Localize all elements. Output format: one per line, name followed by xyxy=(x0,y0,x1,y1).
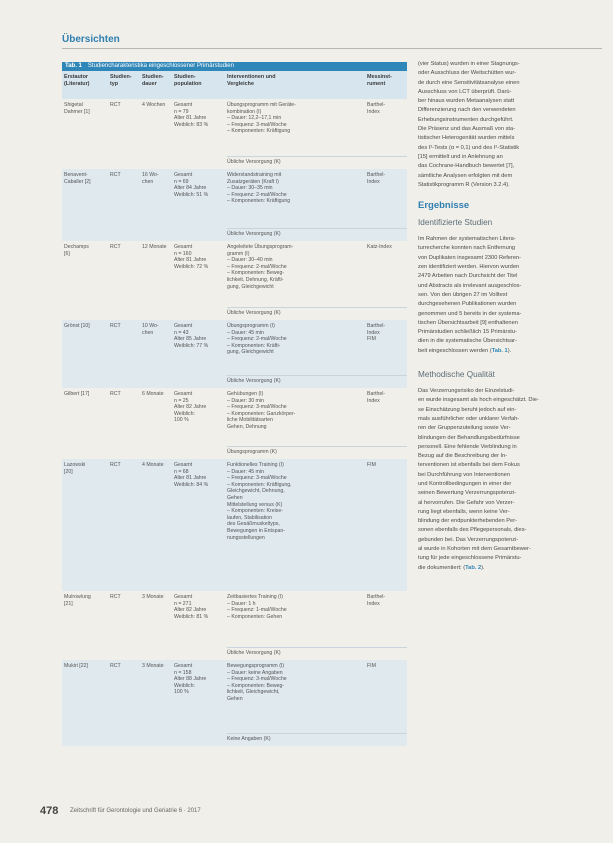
methodological-quality-paragraph xyxy=(418,387,603,573)
cell-line: Weiblich: 81 % xyxy=(174,613,209,620)
table-cell xyxy=(110,323,140,330)
text-line: von Duplikaten insgesamt 2300 Referen- xyxy=(418,254,522,261)
cell-line: Funktionelles Training (I) xyxy=(227,462,284,468)
cell-line: – Komponenten: Kräftigung, xyxy=(227,481,292,488)
table-cell xyxy=(227,663,359,703)
cell-line: – Dauer: 45 min xyxy=(227,329,264,336)
cell-line: lichkeit, Gleichgewicht, xyxy=(227,689,280,696)
table-cell xyxy=(367,102,407,115)
column-header-line: (Literatur) xyxy=(64,81,90,87)
column-header-line: Studien- xyxy=(142,74,164,80)
cell-line: – Frequenz: 2-mal/Woche xyxy=(227,191,287,198)
cell-line: 100 % xyxy=(174,417,189,424)
cell-line: chen xyxy=(142,329,154,336)
cell-line: – Frequenz: 3-mal/Woche xyxy=(227,121,287,128)
cell-line: kombination (I) xyxy=(227,108,262,115)
column-header-line: dauer xyxy=(142,81,157,87)
cell-line: 4 Wochen xyxy=(142,102,166,108)
control-condition: Übliche Versorgung (K) xyxy=(227,159,281,165)
table-cell xyxy=(367,244,407,251)
text-line: Bezug auf die Beschreibung der In- xyxy=(418,453,508,460)
cell-line: [21] xyxy=(64,600,73,607)
cell-line: Alter 81 Jahre xyxy=(174,115,207,122)
header-divider xyxy=(62,48,602,49)
table-row xyxy=(62,388,407,459)
intro-paragraph xyxy=(418,60,603,190)
identified-studies-heading: Identifizierte Studien xyxy=(418,218,493,228)
text-line: und Abstracts als irrelevant ausgeschlos- xyxy=(418,282,522,289)
text-line: gebunden bei. Das Verzerrungspotenzi- xyxy=(418,536,519,543)
table-cell xyxy=(110,663,140,670)
text-line: das Cochrane-Handbuch bewertet [7], xyxy=(418,163,515,170)
table-row xyxy=(62,99,407,169)
table-cell xyxy=(64,244,110,257)
column-header xyxy=(110,74,132,88)
text-line: seinen Bewertung Verzerrungspotenzi- xyxy=(418,490,517,497)
table-reference: Tab. 1 xyxy=(491,347,508,354)
text-line: al wurde in Kohorten mit dem Gesamtbewer- xyxy=(418,546,531,553)
text-line: tung für jede eingeschlossene Primärstu- xyxy=(418,555,522,562)
table-body xyxy=(62,99,407,746)
cell-line: Barthel- xyxy=(367,391,386,397)
methodological-quality-heading: Methodische Qualität xyxy=(418,370,495,380)
text-line: (vier Status) wurden in einer Stagnungs- xyxy=(418,61,520,67)
cell-line: – Komponenten: Ganzkörper- xyxy=(227,410,296,417)
table-cell xyxy=(367,391,407,404)
cell-line: RCT xyxy=(110,663,121,669)
text-line: [15] ermittelt und in Anlehnung an xyxy=(418,153,503,160)
cell-line: Gesamt xyxy=(174,462,193,468)
cell-line: [6] xyxy=(64,250,70,257)
table-row xyxy=(62,320,407,388)
table-cell xyxy=(142,663,172,670)
cell-line: Gesamt xyxy=(174,102,193,108)
cell-line: Gehen, Dehnung xyxy=(227,423,267,430)
cell-line: RCT xyxy=(110,594,121,600)
table-cell xyxy=(227,244,359,290)
results-heading: Ergebnisse xyxy=(418,200,470,212)
table-cell xyxy=(367,172,407,185)
table-cell xyxy=(64,462,110,475)
cell-line: Zeitbasiertes Training (I) xyxy=(227,594,283,600)
cell-line: – Dauer: 30–35 min xyxy=(227,185,273,192)
cell-line: Weiblich: xyxy=(174,410,195,417)
cell-line: Barthel- xyxy=(367,323,386,329)
text-line: 2479 Arbeiten nach Durchsicht der Titel xyxy=(418,273,518,280)
cell-line: – Frequenz: 3-mal/Woche xyxy=(227,475,287,482)
cell-line: Weiblich: xyxy=(174,682,195,689)
column-header-line: Studien- xyxy=(110,74,132,80)
cell-line: 3 Monate xyxy=(142,594,164,600)
cell-line: – Komponenten: Kreise- xyxy=(227,508,283,515)
column-header xyxy=(64,74,89,88)
cell-line: 10 Wo- xyxy=(142,323,159,329)
text-line: Erhebungsinstrumenten durchgeführt. xyxy=(418,116,514,123)
table-cell xyxy=(227,462,359,541)
text-line: zen identifiziert werden. Hiervon wurden xyxy=(418,264,520,271)
table-cell xyxy=(110,244,140,251)
cell-line: – Komponenten: Kräftigung xyxy=(227,198,291,205)
cell-line: laufen, Stabilisation xyxy=(227,514,272,521)
cell-line: – Dauer: 30 min xyxy=(227,397,264,404)
text-line: Primärstudien schließlich 15 Primärstu- xyxy=(418,329,517,336)
table-label: Tab. 1 xyxy=(65,63,82,69)
table-cell xyxy=(142,323,172,336)
cell-line: Lazowski xyxy=(64,462,86,468)
table-row xyxy=(62,459,407,591)
cell-line: Alter 81 Jahre xyxy=(174,257,207,264)
cell-line: Index xyxy=(367,329,380,336)
text-line: dien in die systematische Übersichtsar- xyxy=(418,338,517,345)
cell-line: 3 Monate xyxy=(142,663,164,669)
cell-line: Dechamps xyxy=(64,244,89,250)
column-header xyxy=(142,74,164,88)
cell-line: n = 69 xyxy=(174,178,189,185)
cell-line: 6 Monate xyxy=(142,391,164,397)
cell-line: n = 158 xyxy=(174,669,192,676)
column-header xyxy=(174,74,202,88)
column-header-line: population xyxy=(174,81,202,87)
cell-line: gung, Gleichgewicht xyxy=(227,283,274,290)
table-cell xyxy=(174,172,222,198)
text-line: personell. Eine fehlende Verblindung in xyxy=(418,443,517,450)
text-line: und Kontrollbedingungen in einer der xyxy=(418,480,512,487)
cell-line: Widerstandstraining mit xyxy=(227,172,282,178)
text-line: al hervorrufen. Die Gefahr von Verzer- xyxy=(418,499,515,506)
cell-line: RCT xyxy=(110,462,121,468)
cell-line: Bewegungsprogramm (I) xyxy=(227,663,285,669)
column-header xyxy=(227,74,276,88)
table-cell xyxy=(227,102,359,135)
cell-line: Index xyxy=(367,600,380,607)
cell-line: Gleichgewicht, Dehnung, xyxy=(227,488,285,495)
cell-line: Benavent- xyxy=(64,172,88,178)
cell-line: Grönst [10] xyxy=(64,323,90,329)
table-cell xyxy=(142,462,172,469)
cell-line: des Gesäßmuskeltyps, xyxy=(227,521,280,528)
column-header-line: Erstautor xyxy=(64,74,88,80)
cell-line: lichkeit, Dehnung, Kräfti- xyxy=(227,276,284,283)
table-title: Studiencharakteristika eingeschlossener Primärstudien xyxy=(87,63,234,69)
text-line: se Einschätzung beruht jedoch auf ein- xyxy=(418,406,517,413)
table-cell xyxy=(227,391,359,431)
cell-line: – Frequenz: 1-mal/Woche xyxy=(227,607,287,614)
cell-line: Gesamt xyxy=(174,594,193,600)
cell-line: Katz-Index xyxy=(367,244,392,250)
cell-line: Alter 88 Jahre xyxy=(174,676,207,683)
text-line: oder Ausschluss der Weitschütten wur- xyxy=(418,70,517,77)
table-cell xyxy=(367,594,407,607)
text-line: bei Durchführung von Interventionen xyxy=(418,471,511,478)
cell-line: n = 160 xyxy=(174,250,192,257)
cell-line: – Dauer: 1 h xyxy=(227,600,256,607)
table-title-bar xyxy=(62,62,407,71)
table-cell xyxy=(367,663,407,670)
cell-line: – Dauer: 12,2–17,1 min xyxy=(227,115,282,122)
cell-line: Caballer [2] xyxy=(64,178,91,185)
section-header: Übersichten xyxy=(62,34,120,45)
cell-line: Dahmer [1] xyxy=(64,108,90,115)
table-cell xyxy=(227,323,359,356)
cell-line: nungsstellungen xyxy=(227,534,265,541)
cell-line: Zusatzgeräten (Kraft I) xyxy=(227,178,279,185)
cell-line: Weiblich: 77 % xyxy=(174,342,209,349)
control-condition: Übliche Versorgung (K) xyxy=(227,650,281,656)
cell-line: n = 43 xyxy=(174,329,189,336)
table-cell xyxy=(142,102,172,109)
table-cell xyxy=(174,663,222,696)
cell-line: liche Mobilitätsarten xyxy=(227,417,273,424)
text-line: tischen Übersichtsarbeit [9] enthaltenen xyxy=(418,319,518,326)
cell-line: n = 25 xyxy=(174,397,189,404)
table-row xyxy=(62,241,407,320)
cell-line: Shigetal xyxy=(64,102,83,108)
control-condition: Übliche Versorgung (K) xyxy=(227,378,281,384)
cell-line: Gehübungen (I) xyxy=(227,391,264,397)
table-cell xyxy=(142,172,172,185)
text-line: terventionen ist ebenfalls bei dem Fokus xyxy=(418,462,520,469)
table-cell xyxy=(174,594,222,620)
text-line: turrecherche konnten nach Entfernung xyxy=(418,245,516,252)
cell-line: Angeleitete Übungsprogram- xyxy=(227,244,294,250)
cell-line: Mukiri [22] xyxy=(64,663,88,669)
table-cell xyxy=(227,594,359,620)
table-cell xyxy=(174,462,222,488)
text-line: Ausschluss von LCT überprüft. Darü- xyxy=(418,88,512,95)
table-cell xyxy=(110,102,140,109)
cell-line: Barthel- xyxy=(367,172,386,178)
table-cell xyxy=(64,323,110,330)
column-header xyxy=(367,74,392,88)
cell-line: 16 Wo- xyxy=(142,172,159,178)
cell-line: Bewegungen in Entspan- xyxy=(227,527,285,534)
text-line: Das Verzerrungsrisiko der Einzelstudi- xyxy=(418,388,515,395)
text-line: sämtliche Analysen erfolgten mit dem xyxy=(418,172,513,179)
table-cell xyxy=(64,663,110,670)
journal-footer: Zeitschrift für Gerontologie und Geriatrie 6 · 2017 xyxy=(70,808,201,814)
cell-line: Barthel- xyxy=(367,594,386,600)
cell-line: Weiblich: 72 % xyxy=(174,263,209,270)
cell-line: Alter 82 Jahre xyxy=(174,607,207,614)
cell-line: FIM xyxy=(367,462,376,468)
cell-line: 100 % xyxy=(174,689,189,696)
cell-line: Mittelstellung versus (K) xyxy=(227,501,283,508)
cell-line: Gesamt xyxy=(174,391,193,397)
table-header xyxy=(62,71,407,99)
cell-line: gramm (I) xyxy=(227,250,250,257)
table-cell xyxy=(64,102,110,115)
table-cell xyxy=(110,391,140,398)
table-cell xyxy=(142,244,172,251)
table-reference: Tab. 2 xyxy=(465,564,482,571)
table-cell xyxy=(174,102,222,128)
cell-line: – Dauer: 45 min xyxy=(227,468,264,475)
cell-line: Gehen xyxy=(227,494,243,501)
control-condition: Keine Angaben (K) xyxy=(227,736,271,742)
text-line: sen. Von den übrigen 27 im Volltext xyxy=(418,291,508,298)
cell-line: Gesamt xyxy=(174,172,193,178)
cell-line: Gilbert [17] xyxy=(64,391,90,397)
table-row xyxy=(62,660,407,746)
text-line: ber hinaus wurden Metaanalysen statt xyxy=(418,98,515,105)
table-row xyxy=(62,169,407,241)
text-line: rung liegt ebenfalls, wenn keine Ver- xyxy=(418,508,510,515)
text-line: en wurde insgesamt als hoch eingeschätzt. Die- xyxy=(418,397,539,404)
cell-line: RCT xyxy=(110,172,121,178)
cell-line: 4 Monate xyxy=(142,462,164,468)
cell-line: [20] xyxy=(64,468,73,475)
control-condition: Übliche Versorgung (K) xyxy=(227,231,281,237)
cell-line: – Dauer: 30–40 min xyxy=(227,257,273,264)
cell-line: FIM xyxy=(367,336,376,343)
column-header-line: Interventionen und xyxy=(227,74,276,80)
column-header-line: Vergleiche xyxy=(227,81,254,87)
cell-line: Barthel- xyxy=(367,102,386,108)
table-cell xyxy=(227,172,359,205)
column-header-line: typ xyxy=(110,81,119,87)
table-row xyxy=(62,591,407,660)
table-cell xyxy=(64,391,110,398)
cell-line: Weiblich: 83 % xyxy=(174,121,209,128)
table-cell xyxy=(110,172,140,179)
cell-line: RCT xyxy=(110,323,121,329)
text-line: durchgesehenen Publikationen wurden xyxy=(418,301,517,308)
cell-line: – Komponenten: Beweg- xyxy=(227,682,285,689)
text-line: Die Präsenz und das Ausmaß von sta- xyxy=(418,126,516,133)
table-cell xyxy=(174,391,222,424)
table-cell xyxy=(142,594,172,601)
cell-line: Weiblich: 84 % xyxy=(174,481,209,488)
page-number: 478 xyxy=(40,805,59,817)
cell-line: 12 Monate xyxy=(142,244,167,250)
identified-studies-paragraph xyxy=(418,235,603,356)
cell-line: chen xyxy=(142,178,154,185)
table-cell xyxy=(174,323,222,349)
text-line: ren der Gruppenzuteilung sowie Ver- xyxy=(418,425,511,432)
cell-line: – Komponenten: Gehen xyxy=(227,613,283,620)
text-line: Im Rahmen der systematischen Litera- xyxy=(418,236,516,243)
text-line: des I²-Tests (α = 0,1) und des I²-Statistik xyxy=(418,144,520,151)
cell-line: RCT xyxy=(110,102,121,108)
text-line: die dokumentiert: (Tab. 2). xyxy=(418,564,485,571)
text-line: mals ausführlicher oder unklarer Verfah- xyxy=(418,415,520,422)
text-line: sonen ebenfalls des Pflegepersonals, dies- xyxy=(418,527,527,534)
cell-line: Weiblich: 51 % xyxy=(174,191,209,198)
table-cell xyxy=(367,323,407,343)
table-cell xyxy=(110,594,140,601)
text-line: beit eingeschlossen werden (Tab. 1). xyxy=(418,347,512,354)
table-cell xyxy=(174,244,222,270)
cell-line: n = 68 xyxy=(174,468,189,475)
cell-line: Index xyxy=(367,108,380,115)
cell-line: Alter 84 Jahre xyxy=(174,185,207,192)
cell-line: Mulrow/ung xyxy=(64,594,91,600)
text-line: blindung der endpunkterhebenden Per- xyxy=(418,518,517,525)
cell-line: Gesamt xyxy=(174,323,193,329)
column-header-line: Studien- xyxy=(174,74,196,80)
text-line: blindungen der Behandlungsbedürfnisse xyxy=(418,434,520,441)
cell-line: Alter 81 Jahre xyxy=(174,475,207,482)
cell-line: – Frequenz: 2-mal/Woche xyxy=(227,336,287,343)
text-line: Statistikprogramm R (Version 3.2.4). xyxy=(418,181,510,188)
cell-line: RCT xyxy=(110,391,121,397)
cell-line: n = 271 xyxy=(174,600,192,607)
cell-line: n = 79 xyxy=(174,108,189,115)
text-line: de durch eine Sensitivitätsanalyse einen xyxy=(418,79,520,86)
cell-line: Übungsprogramm mit Geräte- xyxy=(227,102,296,108)
cell-line: Gesamt xyxy=(174,244,193,250)
table-cell xyxy=(142,391,172,398)
text-line: Differenzierung nach den verwendeten xyxy=(418,107,516,114)
cell-line: Alter 85 Jahre xyxy=(174,336,207,343)
right-column xyxy=(418,60,603,573)
cell-line: Gesamt xyxy=(174,663,193,669)
cell-line: – Frequenz: 3-mal/Woche xyxy=(227,676,287,683)
cell-line: RCT xyxy=(110,244,121,250)
cell-line: – Komponenten: Beweg- xyxy=(227,270,285,277)
column-header-line: Messinst- xyxy=(367,74,392,80)
cell-line: Index xyxy=(367,397,380,404)
cell-line: – Dauer: keine Angaben xyxy=(227,669,283,676)
cell-line: FIM xyxy=(367,663,376,669)
cell-line: – Komponenten: Kräftigung xyxy=(227,128,291,135)
cell-line: – Frequenz: 2-mal/Woche xyxy=(227,263,287,270)
text-line: genommen und 5 bereits in der systema- xyxy=(418,310,522,317)
table-cell xyxy=(64,172,110,185)
cell-line: Index xyxy=(367,178,380,185)
column-header-line: rument xyxy=(367,81,386,87)
table-cell xyxy=(367,462,407,469)
cell-line: – Frequenz: 3-mal/Woche xyxy=(227,404,287,411)
table-cell xyxy=(110,462,140,469)
cell-line: – Komponenten: Kräfti- xyxy=(227,342,281,349)
table-cell xyxy=(64,594,110,607)
cell-line: Gehen xyxy=(227,695,243,702)
cell-line: Übungsprogramm (I) xyxy=(227,323,275,329)
cell-line: gung, Gleichgewicht xyxy=(227,349,274,356)
control-condition: Übungsprogramm (K) xyxy=(227,449,277,455)
text-line: tistischer Heterogenität wurden mittels xyxy=(418,135,515,142)
control-condition: Übliche Versorgung (K) xyxy=(227,310,281,316)
cell-line: Alter 82 Jahre xyxy=(174,404,207,411)
